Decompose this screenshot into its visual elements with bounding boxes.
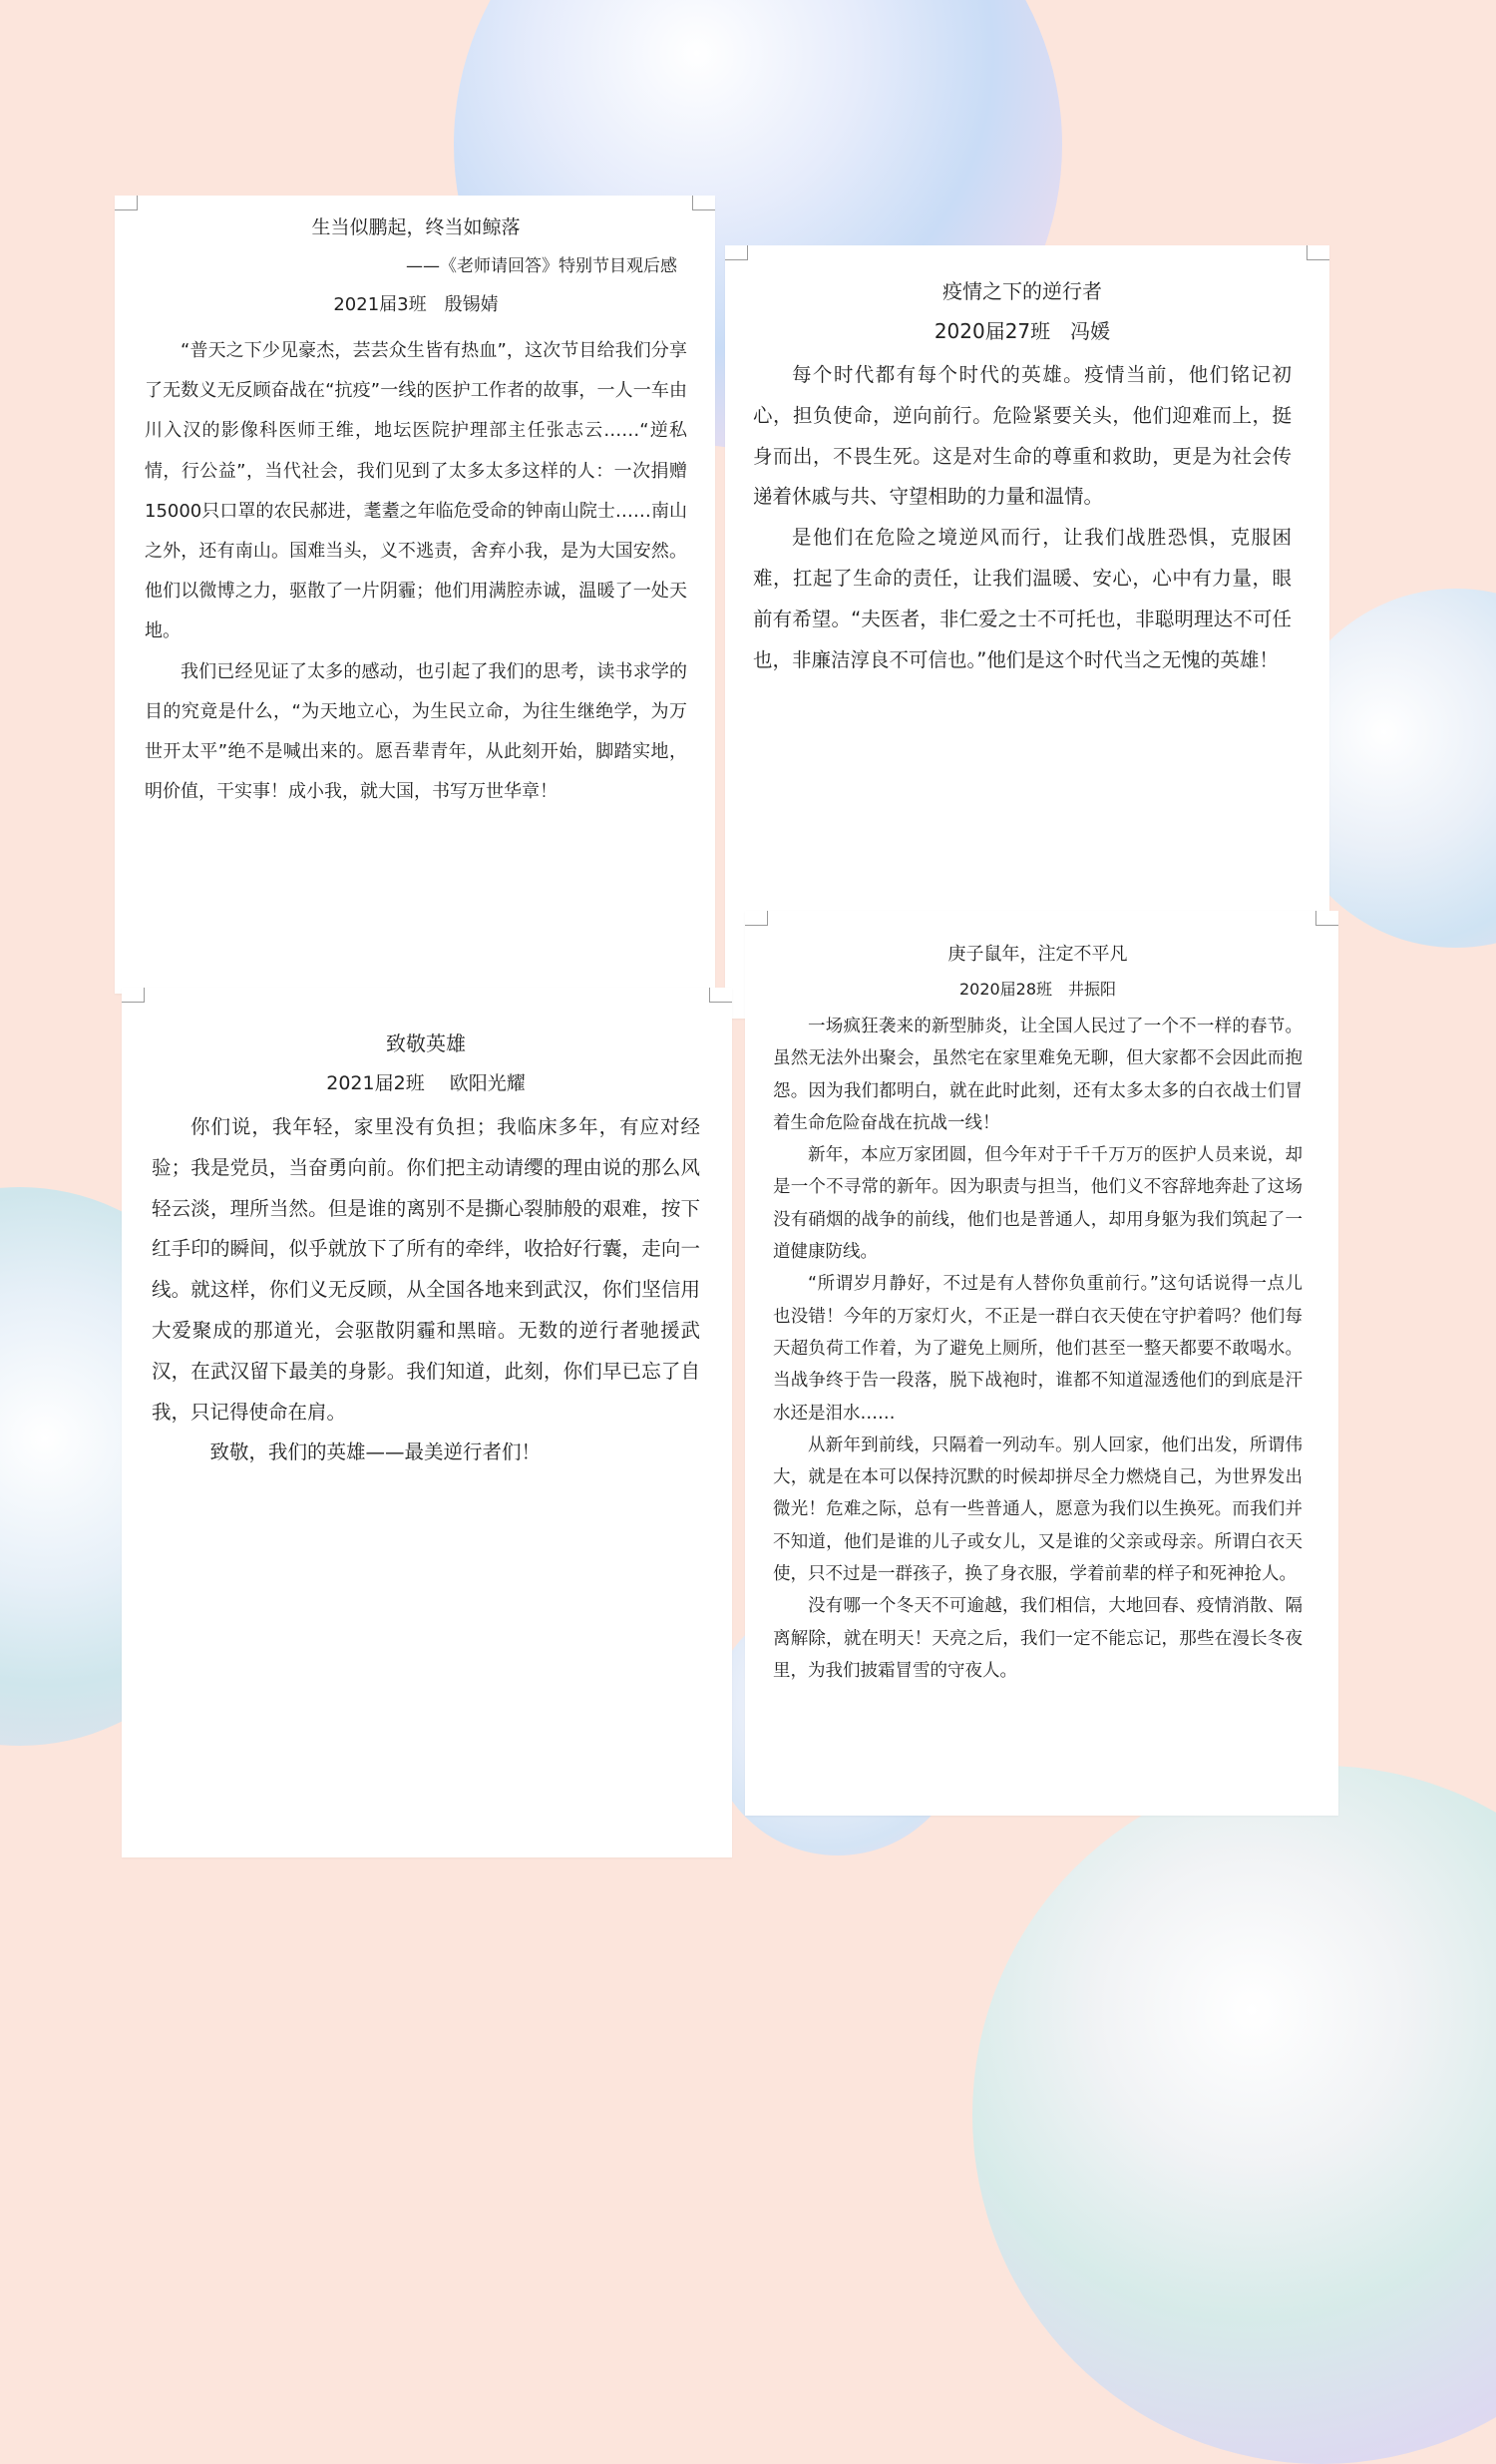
article-author: 2021届3班 殷锡婧 [333,294,499,315]
page-corner-mark [1315,911,1338,926]
article-card-1 [115,196,715,994]
article-title: 生当似鹏起，终当如鲸落 [311,216,521,238]
article-card-2 [725,245,1329,1019]
article-author: 2020届27班 冯媛 [934,319,1111,343]
article-paragraph: 从新年到前线，只隔着一列动车。别人回家，他们出发，所谓伟大，就是在本可以保持沉默的时候却拼尽全力燃烧自己，为世界发出微光！危难之际，总有一些普通人，愿意为我们以生换死。而我们并不知道，他们是谁的儿子或女儿，又是谁的父亲或母亲。所谓白衣天使，只不过是一群孩子，换了身衣服，学着前辈的样子和死神抢人。 [773,1435,1303,1585]
article-subtitle: ——《老师请回答》特别节目观后感 [406,256,677,276]
page-corner-mark [709,988,732,1003]
article-body [145,331,687,812]
article-title: 庚子鼠年，注定不平凡 [947,944,1128,965]
article-paragraph: “所谓岁月静好，不过是有人替你负重前行。”这句话说得一点儿也没错！今年的万家灯火，不正是一群白衣天使在守护着吗？他们每天超负荷工作着，为了避免上厕所，他们甚至一整天都要不敢喝水。当战争终于告一段落，脱下战袍时，谁都不知道湿透他们的到底是汗水还是泪水…… [773,1274,1303,1424]
article-card-4 [745,911,1338,1816]
page-corner-mark [122,988,145,1003]
page-corner-mark [692,196,715,210]
article-card-3 [122,988,732,1857]
article-author: 2021届2班 欧阳光耀 [326,1072,526,1094]
article-title: 致敬英雄 [386,1031,466,1055]
article-body [152,1107,700,1473]
article-paragraph: 我们已经见证了太多的感动，也引起了我们的思考，读书求学的目的究竟是什么，“为天地立心，为生民立命，为往生继绝学，为万世开太平”绝不是喊出来的。愿吾辈青年，从此刻开始，脚踏实地，明价值，干实事！成小我，就大国，书写万世华章！ [145,660,687,803]
article-body [773,1011,1303,1687]
decorative-bubble [972,1766,1496,2464]
article-paragraph: 一场疯狂袭来的新型肺炎，让全国人民过了一个不一样的春节。虽然无法外出聚会，虽然宅在家里难免无聊，但大家都不会因此而抱怨。因为我们都明白，就在此时此刻，还有太多太多的白衣战士们冒着生命危险奋战在抗战一线！ [773,1017,1303,1133]
article-paragraph: 你们说，我年轻，家里没有负担；我临床多年，有应对经验；我是党员，当奋勇向前。你们把主动请缨的理由说的那么风轻云淡，理所当然。但是谁的离别不是撕心裂肺般的艰难，按下红手印的瞬间，似乎就放下了所有的牵绊，收拾好行囊，走向一线。就这样，你们义无反顾，从全国各地来到武汉，你们坚信用大爱聚成的那道光，会驱散阴霾和黑暗。无数的逆行者驰援武汉，在武汉留下最美的身影。我们知道，此刻，你们早已忘了自我，只记得使命在肩。 [152,1115,700,1424]
article-paragraph: 新年，本应万家团圆，但今年对于千千万万的医护人员来说，却是一个不寻常的新年。因为职责与担当，他们义不容辞地奔赴了这场没有硝烟的战争的前线，他们也是普通人，却用身躯为我们筑起了一道健康防线。 [773,1145,1303,1263]
article-body [753,355,1292,680]
page-corner-mark [725,245,748,260]
article-title: 疫情之下的逆行者 [942,279,1102,303]
article-paragraph: 每个时代都有每个时代的英雄。疫情当前，他们铭记初心，担负使命，逆向前行。危险紧要关头，他们迎难而上，挺身而出，不畏生死。这是对生命的尊重和救助，更是为社会传递着休戚与共、守望相助的力量和温情。 [753,363,1292,509]
page-corner-mark [115,196,138,210]
article-paragraph: “普天之下少见豪杰，芸芸众生皆有热血”，这次节目给我们分享了无数义无反顾奋战在“抗疫”一线的医护工作者的故事，一人一车由川入汉的影像科医师王维，地坛医院护理部主任张志云……“逆私情，行公益”，当代社会，我们见到了太多太多这样的人：一次捐赠15000只口罩的农民郝进，耄耋之年临危受命的钟南山院士……南山之外，还有南山。国难当头，义不逃责，舍弃小我，是为大国安然。他们以微博之力，驱散了一片阴霾；他们用满腔赤诚，温暖了一处天地。 [145,340,687,642]
article-paragraph: 是他们在危险之境逆风而行，让我们战胜恐惧，克服困难，扛起了生命的责任，让我们温暖、安心，心中有力量，眼前有希望。“夫医者，非仁爱之士不可托也，非聪明理达不可任也，非廉洁淳良不可信也。”他们是这个时代当之无愧的英雄！ [753,526,1292,671]
page-corner-mark [1307,245,1329,260]
page-corner-mark [745,911,768,926]
article-closing: 致敬，我们的英雄——最美逆行者们！ [209,1440,542,1464]
article-paragraph: 没有哪一个冬天不可逾越，我们相信，大地回春、疫情消散、隔离解除，就在明天！天亮之后，我们一定不能忘记，那些在漫长冬夜里，为我们披霜冒雪的守夜人。 [773,1596,1303,1681]
article-author: 2020届28班 井振阳 [958,980,1117,999]
